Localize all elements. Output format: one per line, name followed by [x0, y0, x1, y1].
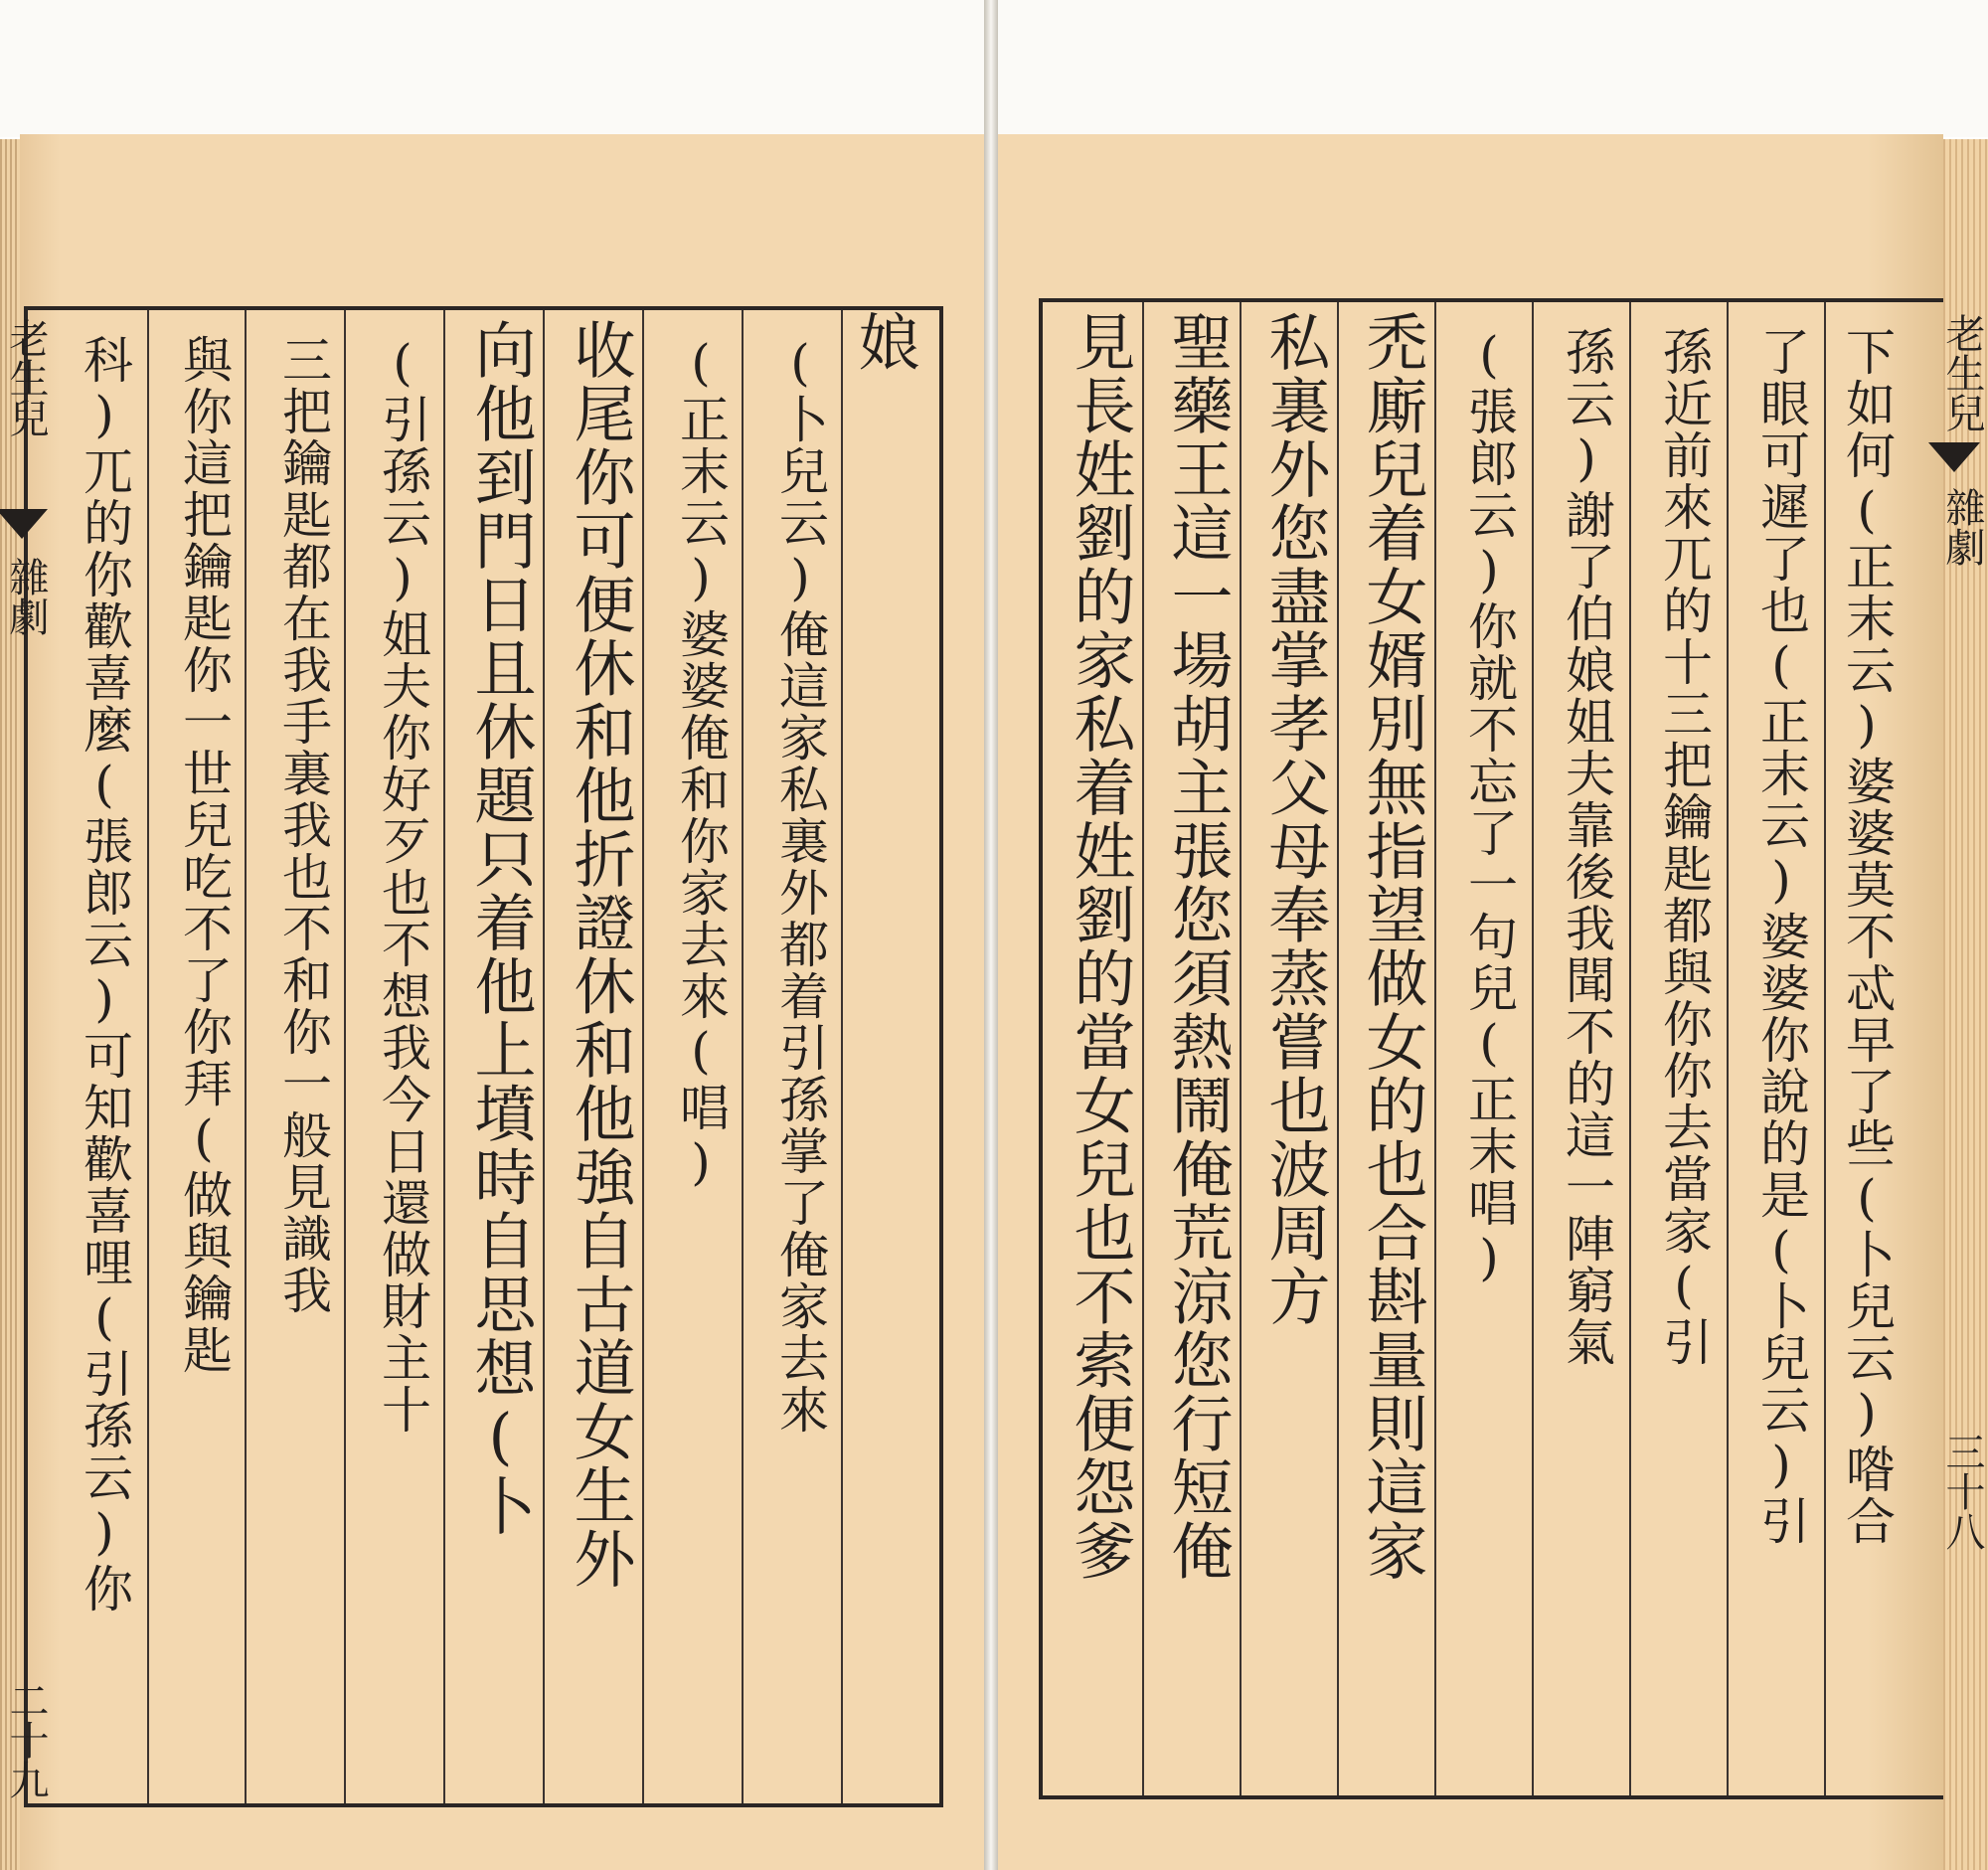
column-rule [841, 310, 843, 1803]
left-margin-genre: 雜劇 [3, 557, 49, 636]
book-gutter [984, 0, 998, 1870]
column-rule [642, 310, 644, 1803]
column-rule [1824, 302, 1826, 1795]
column-rule [344, 310, 346, 1803]
left-folio-number: 二十九 [3, 1680, 49, 1799]
column-rule [1240, 302, 1242, 1795]
column-rule [1434, 302, 1436, 1795]
text-column-6: (引孫云)姐夫你好歹也不想我今日還做財主十 [374, 334, 431, 1436]
text-column-9: 科)兀的你歡喜麼(張郎云)可知歡喜哩(引孫云)你 [76, 334, 133, 1615]
fish-tail-marker [0, 509, 48, 539]
text-column-1: 下如何(正末云)婆婆莫不忒早了些(卜兒云)喒合 [1838, 326, 1896, 1547]
column-rule [1532, 302, 1534, 1795]
text-column-5: 向他到門日且休題只着他上墳時自思想(卜 [464, 318, 537, 1538]
column-rule [1629, 302, 1631, 1795]
column-rule [1142, 302, 1144, 1795]
right-text-frame [1039, 298, 1943, 1799]
text-column-2: (卜兒云)俺這家私裏外都着引孫掌了俺家去來 [771, 334, 829, 1436]
text-column-4: 收尾你可便休和他折證休和他強自古道女生外 [564, 318, 636, 1591]
text-column-9: 見長姓劉的家私着姓劉的當女兒也不索便怨爹 [1064, 310, 1136, 1583]
column-rule [543, 310, 545, 1803]
text-column-5: (張郎云)你就不忘了一句兒(正末唱) [1460, 326, 1518, 1288]
right-folio-number: 三十八 [1939, 1432, 1985, 1551]
text-column-3: 孫近前來兀的十三把鑰匙都與你你去當家(引 [1655, 326, 1713, 1368]
text-column-7: 三把鑰匙都在我手裏我也不和你一般見識我 [274, 334, 332, 1316]
column-rule [147, 310, 149, 1803]
column-rule [443, 310, 445, 1803]
text-column-8: 與你這把鑰匙你一世兒吃不了你拜(做與鑰匙 [175, 334, 233, 1376]
fish-tail-marker [1928, 442, 1980, 472]
text-column-7: 私裏外您盡掌孝父母奉蒸嘗也波周方 [1258, 310, 1331, 1328]
right-margin-book-title: 老生兒 [1939, 313, 1985, 432]
column-rule [1727, 302, 1729, 1795]
right-margin-genre: 雜劇 [1939, 487, 1985, 567]
text-column-3: (正末云)婆婆俺和你家去來(唱) [672, 334, 730, 1193]
text-column-6: 禿廝兒着女婿別無指望做女的也合斟量則這家 [1356, 310, 1428, 1583]
text-column-4: 孫云)謝了伯娘姐夫靠後我聞不的這一陣窮氣 [1558, 326, 1615, 1368]
column-rule [1337, 302, 1339, 1795]
column-rule [742, 310, 744, 1803]
left-margin-book-title: 老生兒 [3, 318, 49, 437]
column-rule [245, 310, 247, 1803]
text-column-2: 了眼可遲了也(正末云)婆婆你說的是(卜兒云)引 [1752, 326, 1810, 1547]
text-column-1: 娘 [848, 310, 920, 374]
left-text-frame [24, 306, 943, 1807]
text-column-8: 聖藥王這一場胡主張您須熱鬧俺荒涼您行短俺 [1161, 310, 1234, 1583]
